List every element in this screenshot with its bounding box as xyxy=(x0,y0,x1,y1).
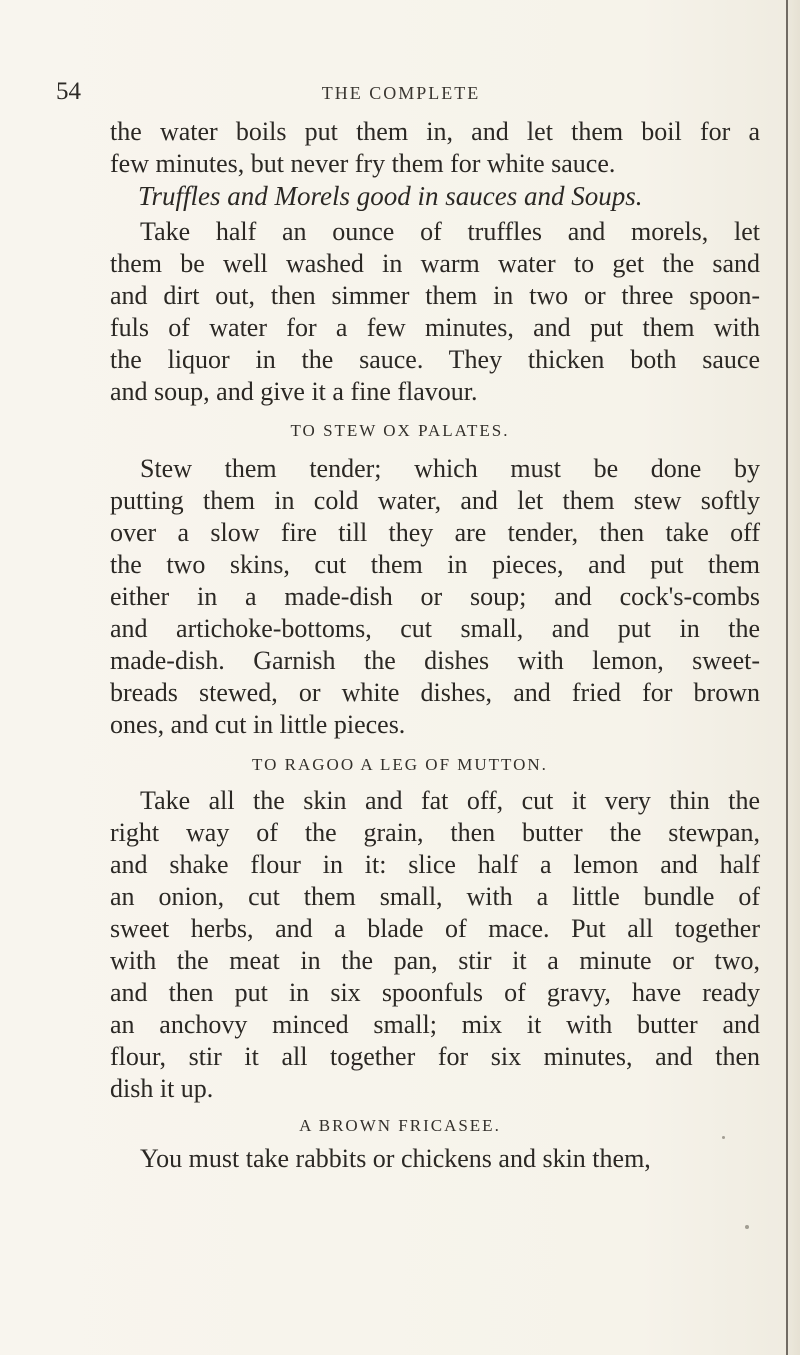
text-line: sweet herbs, and a blade of mace. Put all together xyxy=(110,914,760,943)
text-line: an onion, cut them small, with a little bundle of xyxy=(110,882,760,911)
page-edge-line xyxy=(786,0,788,1355)
paper-speck xyxy=(745,1225,749,1229)
section-heading-brown-fricasee: A BROWN FRICASEE. xyxy=(299,1116,501,1135)
text-line: and dirt out, then simmer them in two or three spoon- xyxy=(110,281,760,310)
text-line: putting them in cold water, and let them stew softly xyxy=(110,486,760,515)
text-line: Stew them tender; which must be done by xyxy=(140,454,760,483)
text-line: over a slow fire till they are tender, then take off xyxy=(110,518,760,547)
text-line: the liquor in the sauce. They thicken both sauce xyxy=(110,345,760,374)
text-line: either in a made-dish or soup; and cock's-combs xyxy=(110,582,760,611)
section-heading-ox-palates: TO STEW OX PALATES. xyxy=(290,421,510,440)
page-number: 54 xyxy=(56,78,81,105)
text-line: right way of the grain, then butter the stewpan, xyxy=(110,818,760,847)
text-line: and artichoke-bottoms, cut small, and put in the xyxy=(110,614,760,643)
text-line: ones, and cut in little pieces. xyxy=(110,710,406,739)
text-line: breads stewed, or white dishes, and fried for brown xyxy=(110,678,760,707)
running-head: THE COMPLETE xyxy=(321,83,481,103)
text-line: fuls of water for a few minutes, and put them with xyxy=(110,313,760,342)
text-line: the water boils put them in, and let them boil for a xyxy=(110,117,760,146)
section-heading-ragoo-mutton: TO RAGOO A LEG OF MUTTON. xyxy=(252,755,548,774)
text-line: Take half an ounce of truffles and morels, let xyxy=(140,217,760,246)
page-header xyxy=(56,78,746,108)
text-line: flour, stir it all together for six minutes, and then xyxy=(110,1042,760,1071)
page-edge-shadow xyxy=(788,0,800,1355)
text-line: and shake flour in it: slice half a lemon and half xyxy=(110,850,760,879)
text-line: with the meat in the pan, stir it a minute or two, xyxy=(110,946,760,975)
section-heading-truffles: Truffles and Morels good in sauces and Soups. xyxy=(138,181,643,211)
text-line: an anchovy minced small; mix it with butter and xyxy=(110,1010,760,1039)
text-line: You must take rabbits or chickens and skin them, xyxy=(140,1144,651,1173)
text-line: and then put in six spoonfuls of gravy, have ready xyxy=(110,978,760,1007)
text-line: the two skins, cut them in pieces, and put them xyxy=(110,550,760,579)
text-line: dish it up. xyxy=(110,1074,214,1103)
text-line: Take all the skin and fat off, cut it very thin the xyxy=(140,786,760,815)
text-line: and soup, and give it a fine flavour. xyxy=(110,377,478,406)
paper-speck xyxy=(722,1136,725,1139)
text-line: few minutes, but never fry them for white sauce. xyxy=(110,149,616,178)
text-line: made-dish. Garnish the dishes with lemon, sweet- xyxy=(110,646,760,675)
text-line: them be well washed in warm water to get the sand xyxy=(110,249,760,278)
